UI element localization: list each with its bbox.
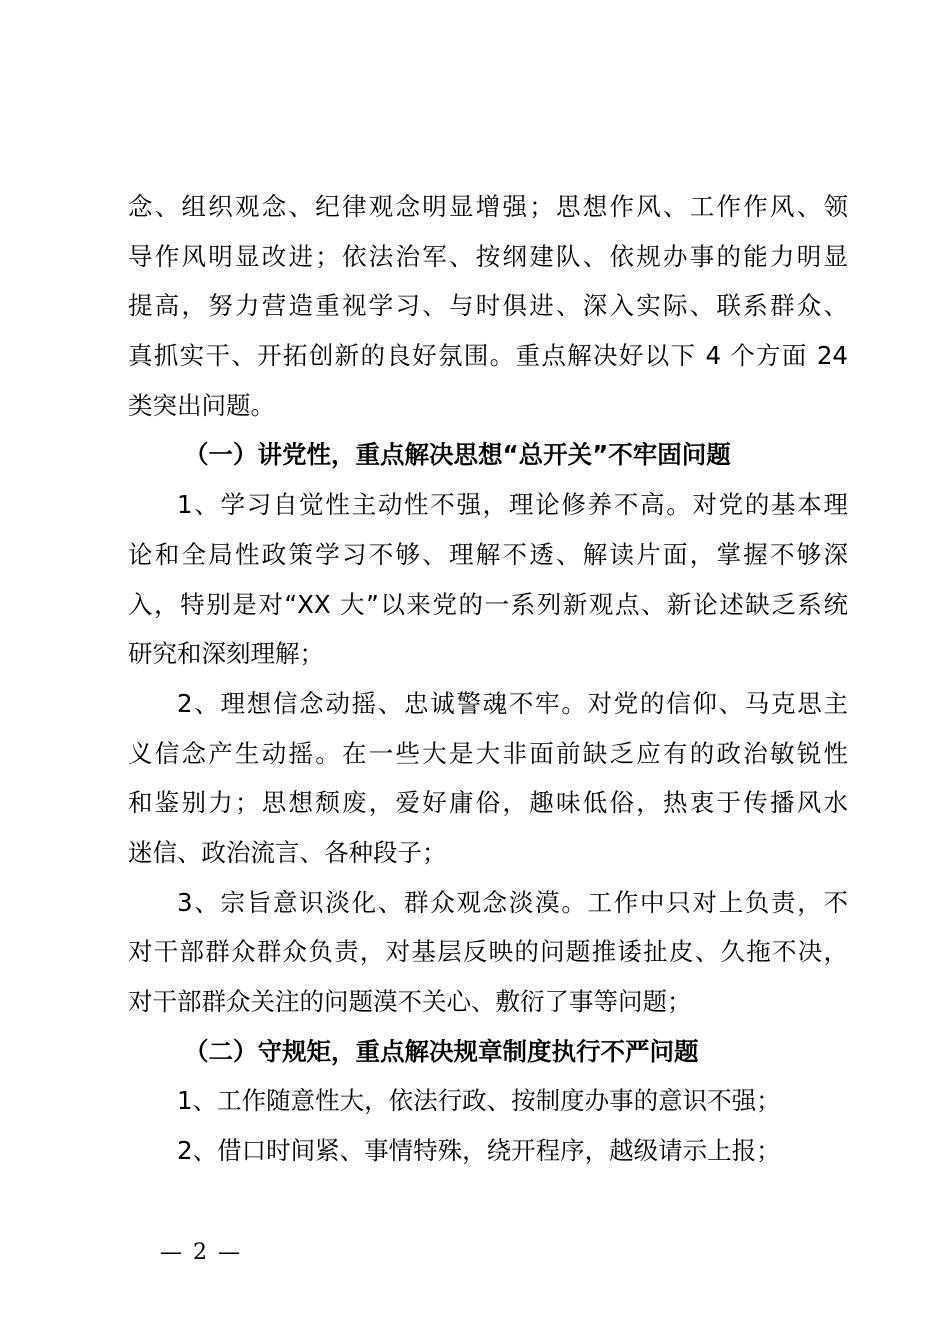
paragraph-line: 导作风明显改进；依法治军、按纲建队、依规办事的能力明显 bbox=[128, 241, 848, 271]
paragraph-line: 和鉴别力；思想颓废，爱好庸俗，趣味低俗，热衷于传播风水 bbox=[128, 788, 848, 818]
paragraph-line: 对干部群众群众负责，对基层反映的问题推诿扯皮、久拖不决， bbox=[128, 937, 848, 967]
paragraph-line: 1、工作随意性大，依法行政、按制度办事的意识不强； bbox=[177, 1086, 781, 1116]
section-heading-2: （二）守规矩，重点解决规章制度执行不严问题 bbox=[184, 1036, 699, 1066]
paragraph-line: 1、学习自觉性主动性不强，理论修养不高。对党的基本理 bbox=[177, 490, 848, 520]
paragraph-line: 入，特别是对“XX 大”以来党的一系列新观点、新论述缺乏系统 bbox=[128, 589, 848, 619]
document-body bbox=[128, 182, 848, 1176]
paragraph-line: 类突出问题。 bbox=[128, 390, 275, 420]
page-number: — 2 — bbox=[160, 1240, 242, 1265]
paragraph-line: 提高，努力营造重视学习、与时俱进、深入实际、联系群众、 bbox=[128, 291, 848, 321]
section-heading-1: （一）讲党性，重点解决思想“总开关”不牢固问题 bbox=[184, 440, 731, 470]
paragraph-line: 迷信、政治流言、各种段子； bbox=[128, 837, 447, 867]
paragraph-line: 念、组织观念、纪律观念明显增强；思想作风、工作作风、领 bbox=[128, 192, 848, 221]
paragraph-line: 3、宗旨意识淡化、群众观念淡漠。工作中只对上负责，不 bbox=[177, 887, 848, 917]
paragraph-line: 2、借口时间紧、事情特殊，绕开程序，越级请示上报； bbox=[177, 1136, 781, 1166]
paragraph-line: 2、理想信念动摇、忠诚警魂不牢。对党的信仰、马克思主 bbox=[177, 688, 848, 718]
paragraph-line: 论和全局性政策学习不够、理解不透、解读片面，掌握不够深 bbox=[128, 539, 848, 569]
paragraph-line: 研究和深刻理解； bbox=[128, 639, 324, 669]
paragraph-line: 对干部群众关注的问题漠不关心、敷衍了事等问题； bbox=[128, 987, 692, 1016]
paragraph-line: 义信念产生动摇。在一些大是大非面前缺乏应有的政治敏锐性 bbox=[128, 738, 848, 768]
paragraph-line: 真抓实干、开拓创新的良好氛围。重点解决好以下 4 个方面 24 bbox=[128, 341, 848, 371]
